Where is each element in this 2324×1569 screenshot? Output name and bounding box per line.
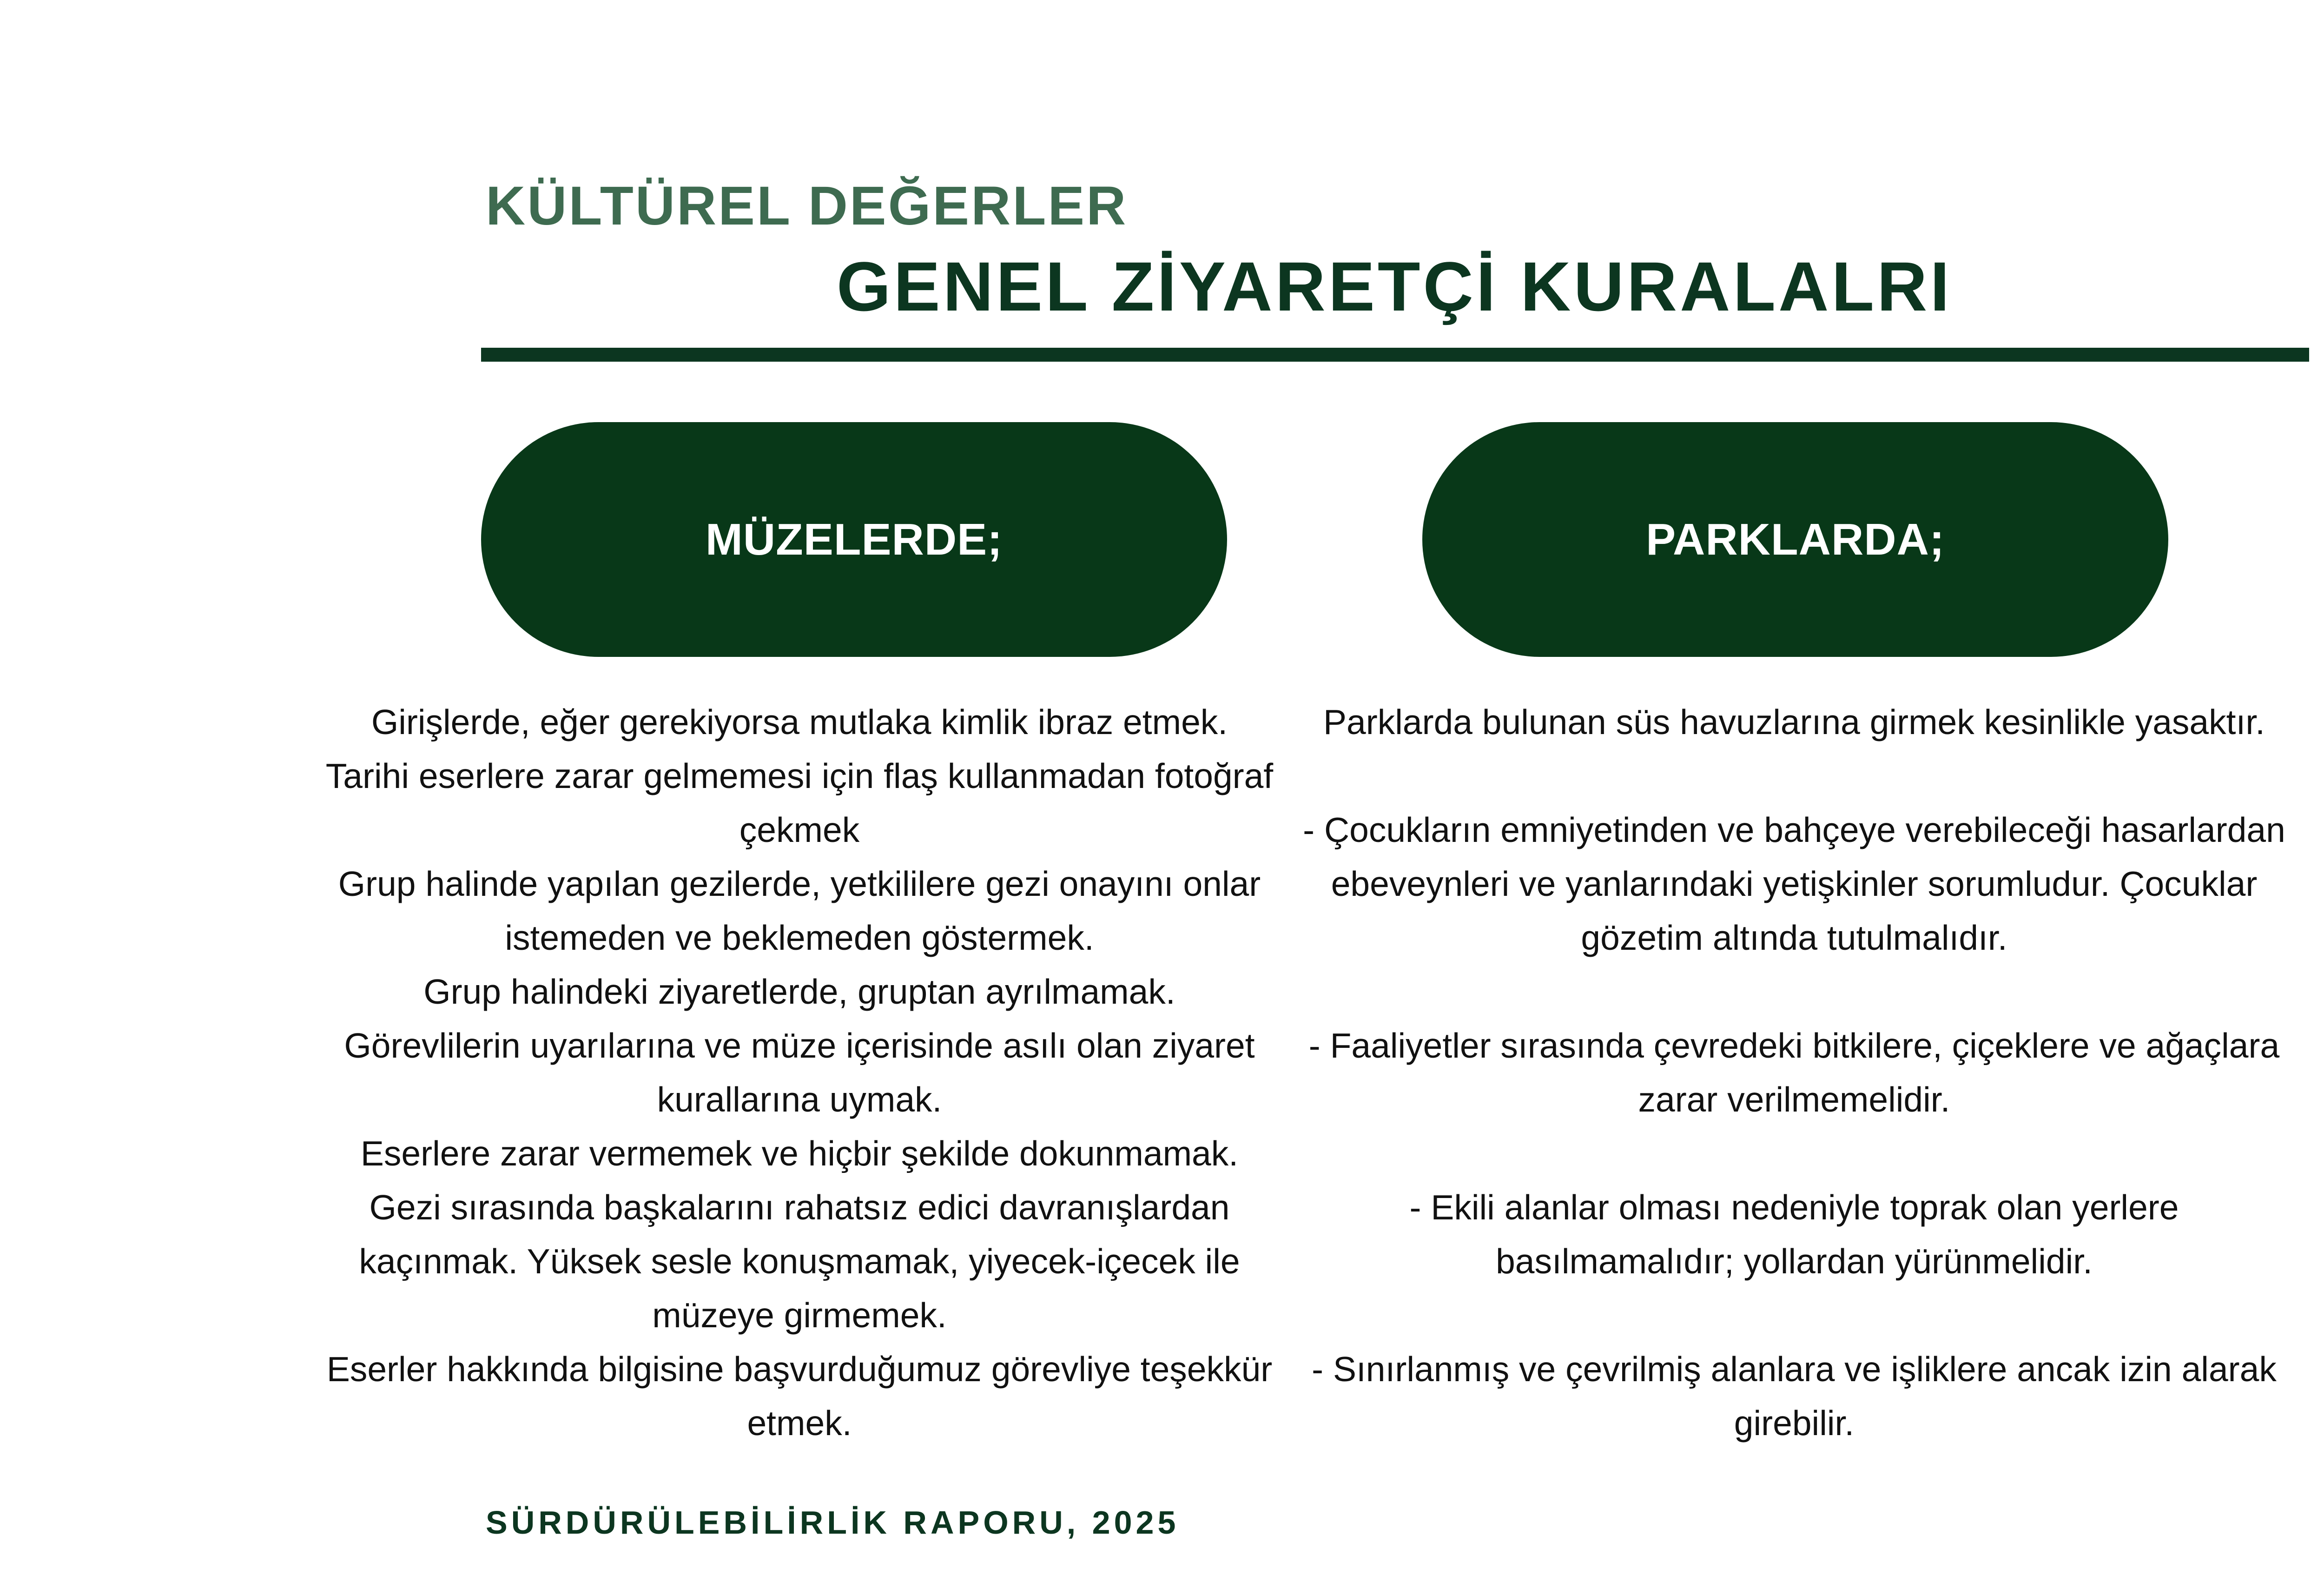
museums-heading: MÜZELERDE; xyxy=(705,514,1003,564)
park-rule: - Faaliyetler sırasında çevredeki bitkilere, çiçeklere ve ağaçlara zarar verilmemelidir. xyxy=(1308,1026,2280,1119)
park-rule: - Sınırlanmış ve çevrilmiş alanlara ve işliklere ancak izin alarak girebilir. xyxy=(1312,1350,2277,1443)
museum-rules-list xyxy=(307,695,1292,1450)
title-divider xyxy=(481,348,2309,362)
museum-rule: Girişlerde, eğer gerekiyorsa mutlaka kimlik ibraz etmek. xyxy=(371,702,1228,741)
parks-heading: PARKLARDA; xyxy=(1646,514,1945,564)
museum-rule: Gezi sırasında başkalarını rahatsız edici davranışlardan kaçınmak. Yüksek sesle konuşmamak, yiyecek-içecek ile müzeye girmemek. xyxy=(359,1188,1240,1335)
park-rule: - Çocukların emniyetinden ve bahçeye verebileceği hasarlardan ebeveynleri ve yanlarındaki yetişkinler sorumludur. Çocuklar gözetim altında tutulmalıdır. xyxy=(1303,810,2285,957)
park-rule: Parklarda bulunan süs havuzlarına girmek kesinlikle yasaktır. xyxy=(1323,702,2265,741)
museum-rule: Grup halindeki ziyaretlerde, gruptan ayrılmamak. xyxy=(423,972,1175,1011)
page-title: GENEL ZİYARETÇİ KURALALRI xyxy=(836,247,1953,325)
museum-rule: Eserlere zarar vermemek ve hiçbir şekilde dokunmamak. xyxy=(360,1134,1239,1173)
section-kicker: KÜLTÜREL DEĞERLER xyxy=(486,175,1128,237)
park-rules-list xyxy=(1287,695,2301,1450)
museum-rule: Grup halinde yapılan gezilerde, yetkililere gezi onayını onlar istemeden ve beklemeden göstermek. xyxy=(338,864,1261,957)
museums-heading-pill xyxy=(481,422,1227,657)
report-footer: SÜRDÜRÜLEBİLİRLİK RAPORU, 2025 xyxy=(486,1504,1180,1541)
parks-heading-pill xyxy=(1422,422,2168,657)
museum-rule: Görevlilerin uyarılarına ve müze içerisinde asılı olan ziyaret kurallarına uymak. xyxy=(344,1026,1255,1119)
museum-rule: Eserler hakkında bilgisine başvurduğumuz görevliye teşekkür etmek. xyxy=(326,1350,1273,1443)
park-rule: - Ekili alanlar olması nedeniyle toprak olan yerlere basılmamalıdır; yollardan yürünmelidir. xyxy=(1409,1188,2179,1281)
museum-rule: Tarihi eserlere zarar gelmemesi için flaş kullanmadan fotoğraf çekmek xyxy=(325,756,1274,849)
